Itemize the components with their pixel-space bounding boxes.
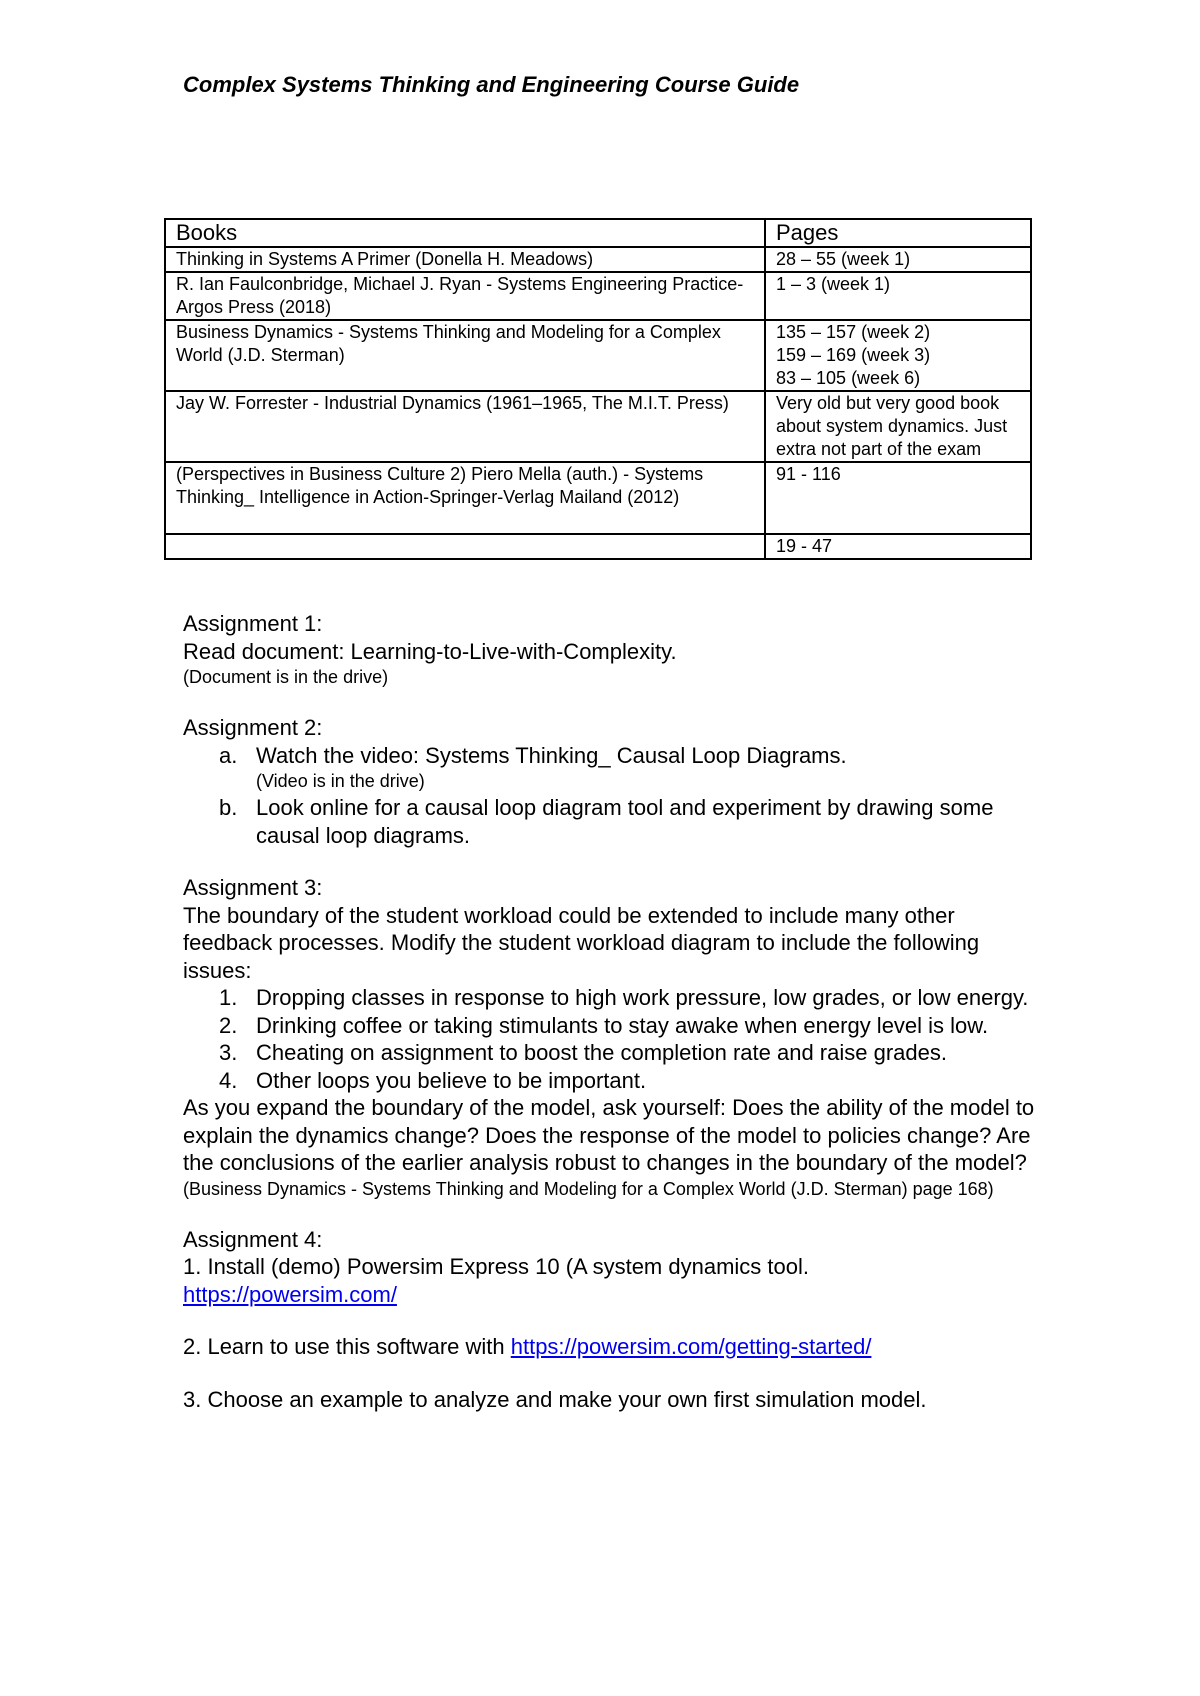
list-marker: a. — [219, 742, 238, 768]
pages-cell: 28 – 55 (week 1) — [765, 247, 1031, 272]
book-cell — [165, 534, 765, 559]
book-cell: Business Dynamics - Systems Thinking and Modeling for a Complex World (J.D. Sterman) — [165, 320, 765, 391]
assignments-section — [183, 610, 1043, 1413]
list-item-text: Drinking coffee or taking stimulants to stay awake when energy level is low. — [256, 1012, 989, 1038]
list-item — [183, 1039, 1043, 1067]
list-item-text: Dropping classes in response to high work pressure, low grades, or low energy. — [256, 985, 1029, 1010]
table-row — [165, 320, 1031, 391]
assignment3-intro: The boundary of the student workload could be extended to include many other feedback processes. Modify the student workload diagram to include the following issues: — [183, 902, 980, 983]
powersim-home-link[interactable]: https://powersim.com/ — [183, 1281, 397, 1307]
assignment2-heading: Assignment 2: — [183, 715, 323, 740]
assignment4-step3: 3. Choose an example to analyze and make your own first simulation model. — [183, 1386, 927, 1412]
books-column-header: Books — [165, 219, 765, 247]
assignment4-step2 — [183, 1333, 1043, 1361]
pages-cell: Very old but very good book about system dynamics. Just extra not part of the exam — [765, 391, 1031, 462]
table-row — [165, 247, 1031, 272]
pages-column-header: Pages — [765, 219, 1031, 247]
assignment4-step1: 1. Install (demo) Powersim Express 10 (A system dynamics tool. — [183, 1254, 809, 1279]
assignment1-heading: Assignment 1: — [183, 611, 323, 636]
assignment1-note: (Document is in the drive) — [183, 667, 389, 687]
assignment2-video-note: (Video is in the drive) — [256, 771, 425, 791]
pages-cell: 91 - 116 — [765, 462, 1031, 534]
list-marker: 2. — [219, 1012, 238, 1038]
list-marker: 4. — [219, 1067, 238, 1093]
document-title: Complex Systems Thinking and Engineering Course Guide — [183, 72, 800, 97]
assignment1-line: Read document: Learning-to-Live-with-Complexity. — [183, 638, 677, 664]
book-cell: Thinking in Systems A Primer (Donella H. Meadows) — [165, 247, 765, 272]
book-cell: (Perspectives in Business Culture 2) Piero Mella (auth.) - Systems Thinking_ Intelligence in Action-Springer-Verlag Mailand (2012) — [165, 462, 765, 534]
table-row — [165, 462, 1031, 534]
list-item-text: Look online for a causal loop diagram tool and experiment by drawing some causal loop diagrams. — [256, 795, 994, 848]
table-header-row — [165, 219, 1031, 247]
assignment4-heading: Assignment 4: — [183, 1226, 323, 1252]
list-item-text: Watch the video: Systems Thinking_ Causal Loop Diagrams. — [256, 742, 847, 768]
assignment3-reference: (Business Dynamics - Systems Thinking and Modeling for a Complex World (J.D. Sterman) page 168) — [183, 1178, 994, 1199]
table-row — [165, 534, 1031, 559]
list-marker: 1. — [219, 985, 238, 1010]
pages-cell: 19 - 47 — [765, 534, 1031, 559]
list-item — [183, 1012, 1043, 1040]
pages-cell: 1 – 3 (week 1) — [765, 272, 1031, 320]
table-row — [165, 272, 1031, 320]
list-marker: b. — [219, 795, 238, 820]
assignment3-heading: Assignment 3: — [183, 875, 323, 900]
powersim-getting-started-link[interactable]: https://powersim.com/getting-started/ — [510, 1334, 872, 1359]
list-item — [183, 984, 1043, 1012]
list-item-text: Cheating on assignment to boost the completion rate and raise grades. — [256, 1040, 947, 1065]
list-item — [183, 794, 1043, 849]
list-marker: 3. — [219, 1040, 238, 1065]
book-cell: R. Ian Faulconbridge, Michael J. Ryan - Systems Engineering Practice-Argos Press (2018) — [165, 272, 765, 320]
assignment4-step2-text: 2. Learn to use this software with — [183, 1334, 511, 1359]
books-table — [164, 218, 1032, 560]
list-item-text: Other loops you believe to be important. — [256, 1067, 647, 1093]
list-item — [183, 742, 1043, 770]
list-item — [183, 1067, 1043, 1095]
assignment3-outro: As you expand the boundary of the model, ask yourself: Does the ability of the model to explain the dynamics change? Does the response of the model to policies change? Are the conclusions of the earlier analysis robust to changes in the boundary of the model? — [183, 1095, 1035, 1175]
book-cell: Jay W. Forrester - Industrial Dynamics (1961–1965, The M.I.T. Press) — [165, 391, 765, 462]
table-row — [165, 391, 1031, 462]
pages-cell: 135 – 157 (week 2) 159 – 169 (week 3) 83 – 105 (week 6) — [765, 320, 1031, 391]
